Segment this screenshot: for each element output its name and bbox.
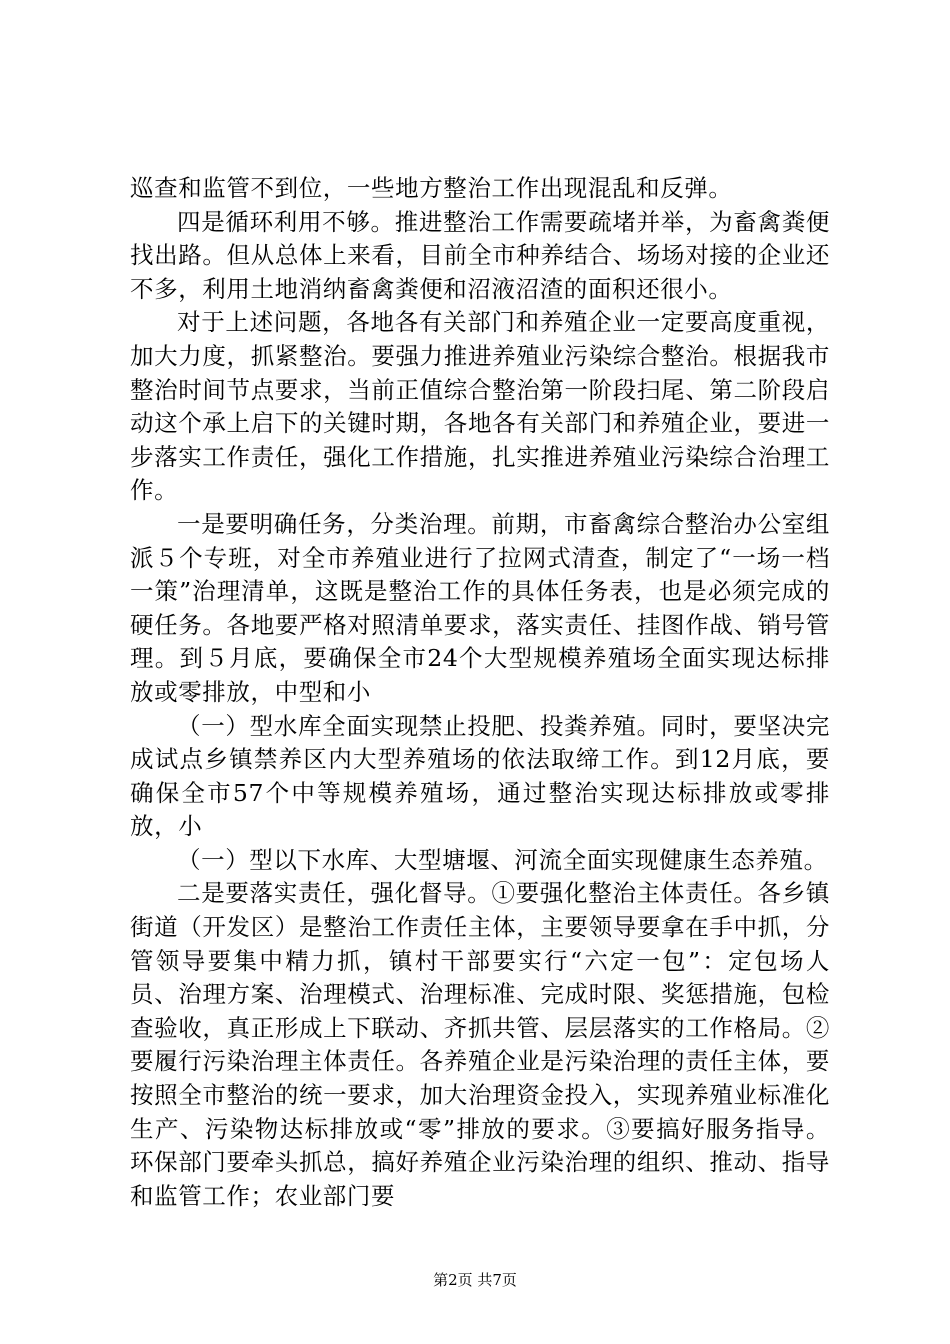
document-body xyxy=(130,172,830,1213)
paragraph: 四是循环利用不够。推进整治工作需要疏堵并举，为畜禽粪便找出路。但从总体上来看，目前全市种养结合、场场对接的企业还不多，利用土地消纳畜禽粪便和沼液沼渣的面积还很小。 xyxy=(130,207,830,303)
paragraph: 二是要落实责任，强化督导。①要强化整治主体责任。各乡镇街道（开发区）是整治工作责任主体，主要领导要拿在手中抓，分管领导要集中精力抓，镇村干部要实行“六定一包”：定包场人员、治理方案、治理模式、治理标准、完成时限、奖惩措施，包检查验收，真正形成上下联动、齐抓共管、层层落实的工作格局。②要履行污染治理主体责任。各养殖企业是污染治理的责任主体，要按照全市整治的统一要求，加大治理资金投入，实现养殖业标准化生产、污染物达标排放或“零”排放的要求。③要搞好服务指导。环保部门要牵头抓总，搞好养殖企业污染治理的组织、推动、指导和监管工作；农业部门要 xyxy=(130,879,830,1210)
paragraph: （一）型以下水库、大型塘堰、河流全面实现健康生态养殖。 xyxy=(177,845,828,874)
page-number-footer: 第2页 共7页 xyxy=(433,1271,517,1289)
paragraph-continuation: 巡查和监管不到位，一些地方整治工作出现混乱和反弹。 xyxy=(130,174,733,202)
paragraph: 一是要明确任务，分类治理。前期，市畜禽综合整治办公室组派５个专班，对全市养殖业进行了拉网式清查，制定了“一场一档一策”治理清单，这既是整治工作的具体任务表，也是必须完成的硬任务。各地要严格对照清单要求，落实责任、挂图作战、销号管理。到５月底，要确保全市24个大型规模养殖场全面实现达标排放或零排放，中型和小 xyxy=(130,509,830,706)
paragraph: 对于上述问题，各地各有关部门和养殖企业一定要高度重视，加大力度，抓紧整治。要强力推进养殖业污染综合整治。根据我市整治时间节点要求，当前正值综合整治第一阶段扫尾、第二阶段启动这个承上启下的关键时期，各地各有关部门和养殖企业，要进一步落实工作责任，强化工作措施，扎实推进养殖业污染综合治理工作。 xyxy=(130,308,830,505)
paragraph: （一）型水库全面实现禁止投肥、投粪养殖。同时，要坚决完成试点乡镇禁养区内大型养殖场的依法取缔工作。到12月底，要确保全市57个中等规模养殖场，通过整治实现达标排放或零排放，小 xyxy=(130,711,830,841)
